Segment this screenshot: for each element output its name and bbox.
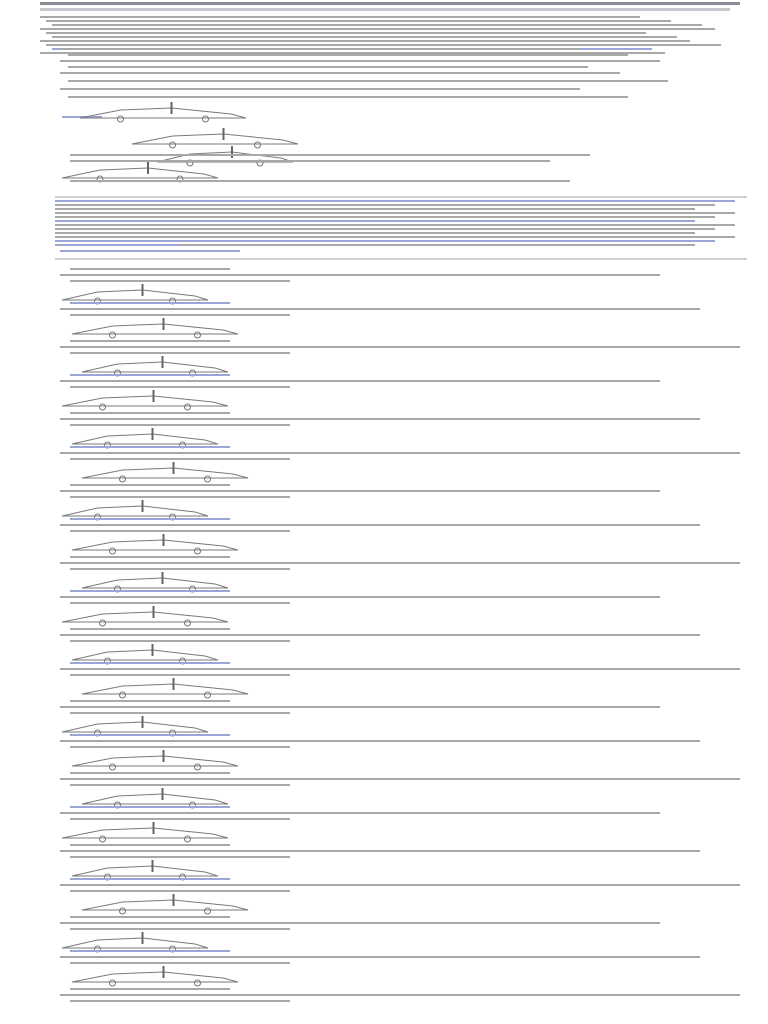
text-line (70, 530, 290, 532)
text-line (55, 216, 715, 218)
text-line (55, 200, 735, 202)
vehicle-diagram-icon (60, 716, 210, 742)
text-line (60, 244, 180, 246)
text-line (60, 346, 740, 348)
text-line (55, 212, 735, 214)
vehicle-diagram-icon (80, 356, 230, 382)
vehicle-diagram-icon (60, 500, 210, 526)
section-divider-1 (55, 196, 747, 198)
text-line (70, 674, 290, 676)
text-line (40, 28, 715, 30)
text-line (60, 922, 660, 924)
text-line (70, 700, 230, 702)
text-line (46, 32, 646, 34)
text-line (70, 640, 290, 642)
text-line (70, 856, 290, 858)
text-line (68, 96, 628, 98)
section-divider-2 (55, 258, 747, 260)
text-line (55, 220, 695, 222)
text-line (70, 746, 290, 748)
text-line (55, 204, 715, 206)
text-line (68, 80, 668, 82)
text-line (70, 302, 230, 304)
text-line (60, 88, 580, 90)
text-line (70, 734, 230, 736)
text-line (70, 518, 230, 520)
text-line (70, 154, 590, 156)
text-line (60, 380, 660, 382)
text-line (70, 568, 290, 570)
text-line (60, 562, 740, 564)
text-line (70, 772, 230, 774)
text-line (52, 36, 677, 38)
text-line (70, 928, 290, 930)
text-line (60, 524, 700, 526)
text-line (55, 208, 695, 210)
text-line (70, 844, 230, 846)
vehicle-diagram-icon (80, 572, 230, 598)
text-line (70, 314, 290, 316)
text-line (60, 740, 700, 742)
text-line (70, 878, 230, 880)
vehicle-diagram-icon (70, 860, 220, 886)
text-line (70, 458, 290, 460)
text-line (70, 818, 290, 820)
top-subtitle-bar (40, 8, 730, 11)
text-line (70, 180, 570, 182)
text-line (60, 60, 660, 62)
text-line (60, 778, 740, 780)
text-line (70, 662, 230, 664)
vehicle-diagram-icon (60, 932, 210, 958)
text-line (70, 374, 230, 376)
text-line (52, 24, 702, 26)
text-line (70, 446, 230, 448)
text-line (55, 236, 735, 238)
text-line (60, 812, 660, 814)
text-line (55, 232, 695, 234)
text-line (60, 72, 620, 74)
text-line (46, 44, 721, 46)
vehicle-diagram-icon (60, 284, 210, 310)
text-line (70, 412, 230, 414)
text-line (55, 240, 715, 242)
vehicle-diagram-icon (80, 788, 230, 814)
text-line (40, 40, 690, 42)
text-line (40, 16, 640, 18)
vehicle-diagram-icon (70, 428, 220, 454)
text-line (60, 706, 660, 708)
text-line (60, 956, 700, 958)
text-line (60, 596, 660, 598)
text-line (60, 308, 700, 310)
text-line (70, 424, 290, 426)
text-line (70, 484, 230, 486)
text-line (70, 712, 290, 714)
text-line (70, 556, 230, 558)
text-line (70, 268, 230, 270)
text-line (70, 386, 290, 388)
text-line (60, 274, 660, 276)
text-line (70, 602, 290, 604)
vehicle-diagram-icon (60, 162, 220, 188)
text-line (70, 496, 290, 498)
text-line (46, 20, 671, 22)
text-line (70, 340, 230, 342)
vehicle-diagram-icon (70, 644, 220, 670)
text-line (60, 884, 740, 886)
text-line (70, 916, 230, 918)
vehicle-diagram-icon (78, 102, 248, 128)
text-line (60, 418, 700, 420)
text-line (60, 634, 700, 636)
text-line (70, 590, 230, 592)
text-line (55, 228, 715, 230)
text-line (70, 280, 290, 282)
text-line (60, 48, 580, 50)
text-line (70, 890, 290, 892)
text-line (60, 850, 700, 852)
top-title-bar (40, 2, 740, 5)
text-line (70, 806, 230, 808)
text-line (70, 962, 290, 964)
text-line (60, 452, 740, 454)
text-line (60, 668, 740, 670)
text-line (70, 784, 290, 786)
text-line (68, 54, 628, 56)
text-line (70, 160, 550, 162)
text-line (70, 950, 230, 952)
text-line (68, 66, 588, 68)
text-line (60, 994, 740, 996)
text-line (60, 250, 240, 252)
text-line (55, 224, 735, 226)
text-line (70, 628, 230, 630)
text-line (70, 352, 290, 354)
text-line (60, 490, 660, 492)
text-line (70, 988, 230, 990)
text-line (70, 1000, 290, 1002)
